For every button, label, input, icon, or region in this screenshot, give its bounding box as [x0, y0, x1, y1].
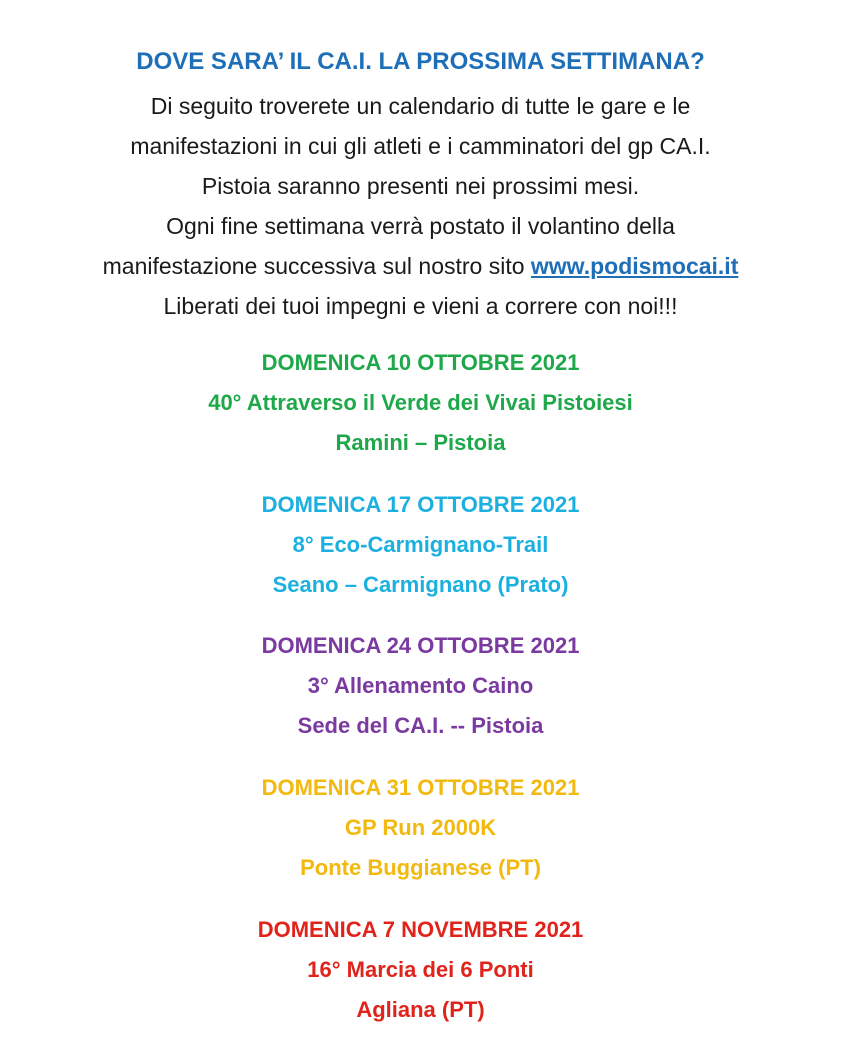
event-place: Ponte Buggianese (PT) [300, 855, 541, 880]
event-date: DOMENICA 24 OTTOBRE 2021 [261, 633, 580, 658]
intro-line: Liberati dei tuoi impegni e vieni a correre con noi!!! [163, 293, 678, 319]
intro-paragraph [0, 86, 841, 326]
event-date: DOMENICA 10 OTTOBRE 2021 [261, 350, 580, 375]
intro-line: Pistoia saranno presenti nei prossimi mesi. [201, 173, 640, 199]
event-block [0, 485, 841, 605]
event-name: GP Run 2000K [344, 815, 497, 840]
event-place: Ramini – Pistoia [335, 430, 506, 455]
event-place: Seano – Carmignano (Prato) [272, 572, 569, 597]
intro-line: manifestazioni in cui gli atleti e i camminatori del gp CA.I. [130, 133, 711, 159]
intro-line-with-link [0, 246, 841, 286]
event-name: 3° Allenamento Caino [307, 673, 534, 698]
event-name: 16° Marcia dei 6 Ponti [307, 957, 534, 982]
event-name: 8° Eco-Carmignano-Trail [292, 532, 549, 557]
intro-line: Di seguito troverete un calendario di tutte le gare e le [150, 93, 691, 119]
intro-line-prefix: manifestazione successiva sul nostro sito [102, 253, 525, 279]
event-block [0, 910, 841, 1030]
event-place: Agliana (PT) [356, 997, 485, 1022]
event-name: 40° Attraverso il Verde dei Vivai Pistoiesi [208, 390, 633, 415]
event-block [0, 768, 841, 888]
intro-line: Ogni fine settimana verrà postato il volantino della [166, 213, 675, 239]
event-place: Sede del CA.I. -- Pistoia [297, 713, 544, 738]
website-link[interactable]: www.podismocai.it [530, 253, 739, 279]
page-title: DOVE SARA’ IL CA.I. LA PROSSIMA SETTIMANA? [136, 48, 705, 75]
event-block [0, 343, 841, 463]
event-date: DOMENICA 31 OTTOBRE 2021 [261, 775, 580, 800]
event-date: DOMENICA 7 NOVEMBRE 2021 [257, 917, 584, 942]
event-date: DOMENICA 17 OTTOBRE 2021 [261, 492, 580, 517]
event-block [0, 626, 841, 746]
